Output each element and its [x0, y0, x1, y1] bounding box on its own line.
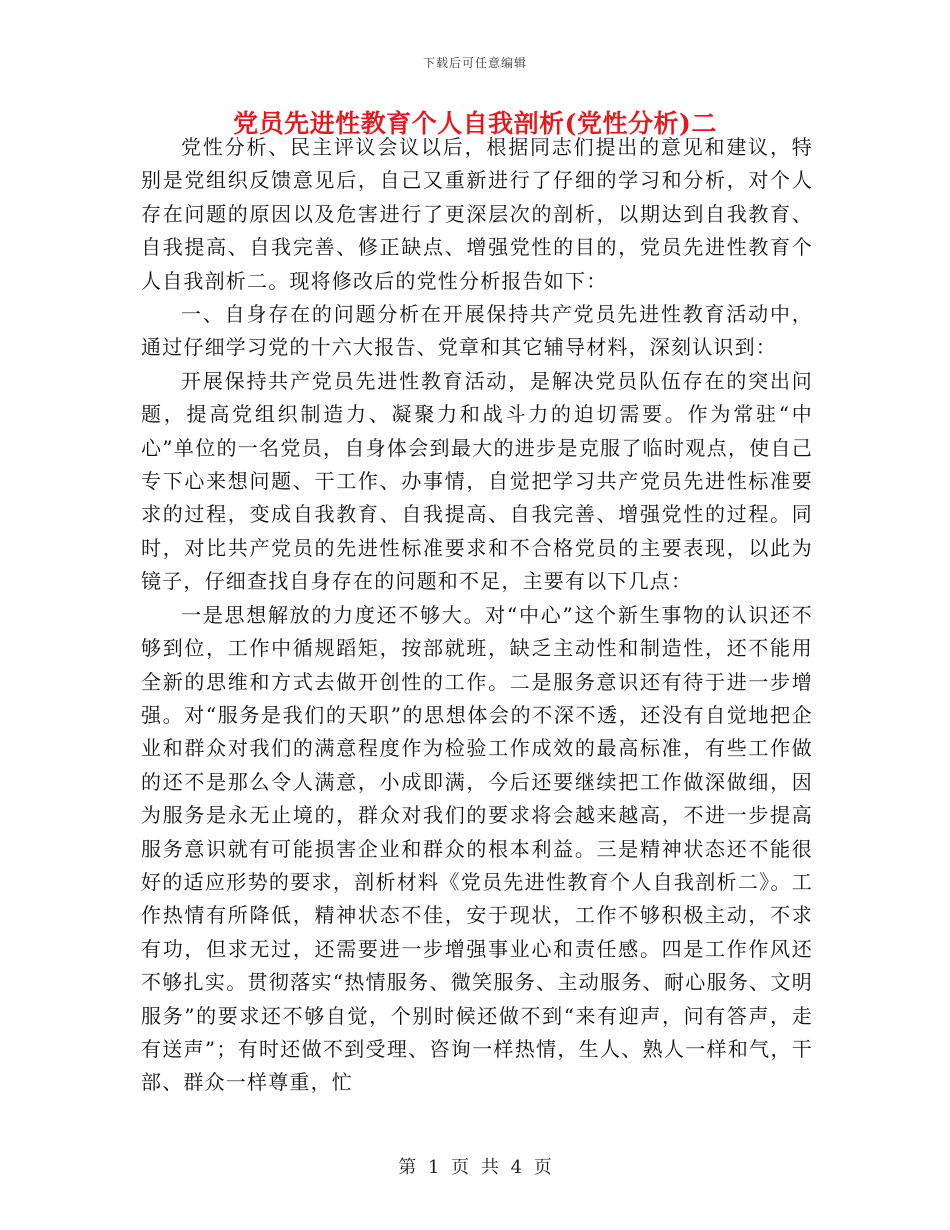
paragraph-intro: 党性分析、民主评议会议以后，根据同志们提出的意见和建议，特别是党组织反馈意见后，自己又重新进行了仔细的学习和分析，对个人存在问题的原因以及危害进行了更深层次的剖析，以期达到自我教育、自我提高、自我完善、修正缺点、增强党性的目的，党员先进性教育个人自我剖析二。现将修改后的党性分析报告如下： — [141, 135, 813, 293]
document-title: 党员先进性教育个人自我剖析(党性分析)二 — [233, 109, 717, 138]
paragraph-activity: 开展保持共产党员先进性教育活动，是解决党员队伍存在的突出问题，提高党组织制造力、凝聚力和战斗力的迫切需要。作为常驻“中心”单位的一名党员，自身体会到最大的进步是克服了临时观点，使自己专下心来想问题、干工作、办事情，自觉把学习共产党员先进性标准要求的过程，变成自我教育、自我提高、自我完善、增强党性的过程。同时，对比共产党员的先进性标准要求和不合格党员的主要表现，以此为镜子，仔细查找自身存在的问题和不足，主要有以下几点： — [141, 368, 813, 594]
header-note: 下载后可任意编辑 — [422, 56, 527, 70]
paragraph-section-one: 一、自身存在的问题分析在开展保持共产党员先进性教育活动中，通过仔细学习党的十六大报告、党章和其它辅导材料，深刻认识到： — [141, 302, 813, 360]
document-body — [141, 131, 813, 1100]
paragraph-problems: 一是思想解放的力度还不够大。对“中心”这个新生事物的认识还不够到位，工作中循规蹈矩，按部就班，缺乏主动性和制造性，还不能用全新的思维和方式去做开创性的工作。二是服务意识还有待于进一步增强。对“服务是我们的天职”的思想体会的不深不透，还没有自觉地把企业和群众对我们的满意程度作为检验工作成效的最高标准，有些工作做的还不是那么令人满意，小成即满，今后还要继续把工作做深做细，因为服务是永无止境的，群众对我们的要求将会越来越高，不进一步提高服务意识就有可能损害企业和群众的根本利益。三是精神状态还不能很好的适应形势的要求，剖析材料《党员先进性教育个人自我剖析二》。工作热情有所降低，精神状态不佳，安于现状，工作不够积极主动，不求有功，但求无过，还需要进一步增强事业心和责任感。四是工作作风还不够扎实。贯彻落实“热情服务、微笑服务、主动服务、耐心服务、文明服务”的要求还不够自觉，个别时候还做不到“来有迎声，问有答声，走有送声”；有时还做不到受理、咨询一样热情，生人、熟人一样和气，干部、群众一样尊重，忙 — [141, 602, 813, 1095]
page-number: 第 1 页 共 4 页 — [398, 1157, 552, 1178]
